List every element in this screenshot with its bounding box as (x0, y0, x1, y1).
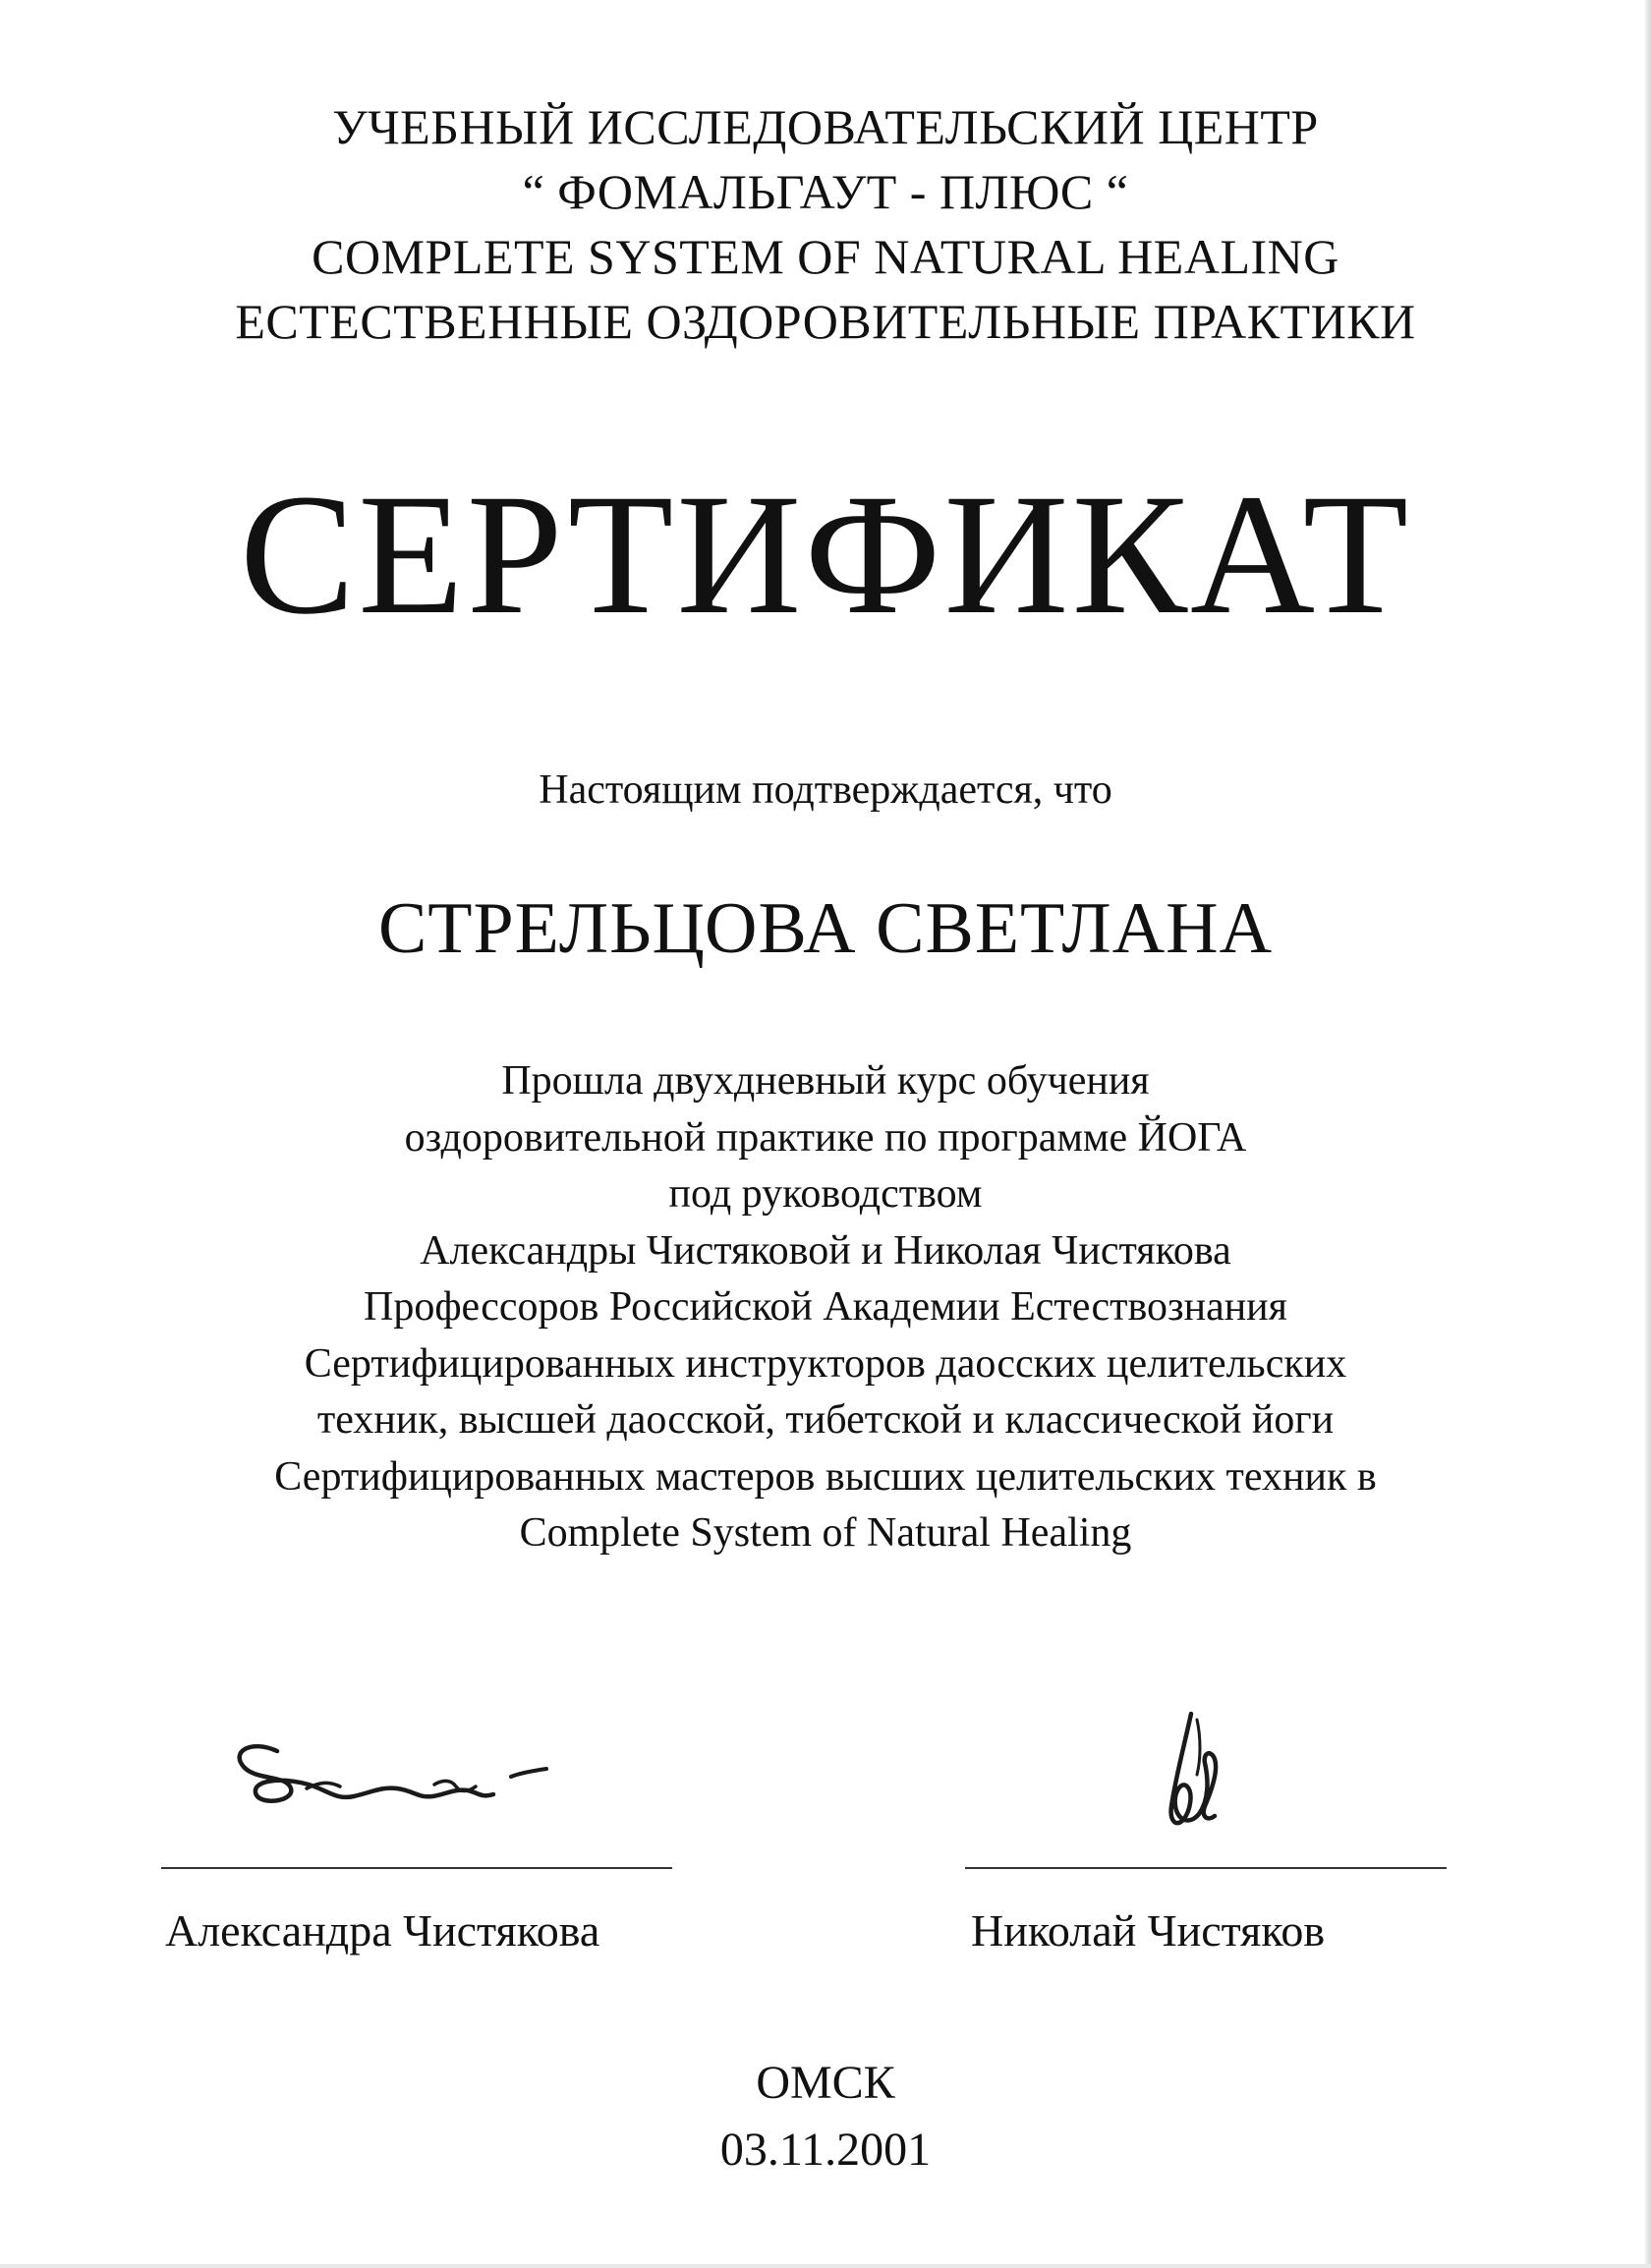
body-line: Complete System of Natural Healing (519, 1510, 1132, 1556)
header-line-center-name: УЧЕБНЫЙ ИССЛЕДОВАТЕЛЬСКИЙ ЦЕНТР (332, 99, 1319, 154)
header-line-center-title: “ ФОМАЛЬГАУТ - ПЛЮС “ (522, 164, 1129, 219)
handwritten-signature-icon (965, 1690, 1447, 1867)
organization-header (0, 94, 1651, 354)
header-line-system-name: COMPLETE SYSTEM OF NATURAL HEALING (312, 229, 1339, 284)
certificate-footer (0, 2050, 1651, 2183)
issue-city: ОМСК (756, 2057, 895, 2109)
recipient-name: СТРЕЛЬЦОВА СВЕТЛАНА (377, 888, 1274, 969)
signature-left (161, 1690, 672, 1869)
header-line-practices: ЕСТЕСТВЕННЫЕ ОЗДОРОВИТЕЛЬНЫЕ ПРАКТИКИ (235, 294, 1416, 349)
body-line: под руководством (668, 1171, 983, 1217)
body-line: Александры Чистяковой и Николая Чистякова (420, 1227, 1231, 1274)
intro-text: Настоящим подтверждается, что (539, 767, 1112, 813)
body-line: Сертифицированных инструкторов даосских целительских (304, 1340, 1347, 1387)
certificate-title: СЕРТИФИКАТ (239, 459, 1412, 651)
signature-right (965, 1690, 1447, 1869)
scan-edge (0, 2264, 1651, 2268)
handwritten-signature-icon (161, 1690, 672, 1867)
certificate-body (0, 1053, 1651, 1562)
body-line: техник, высшей даосской, тибетской и классической йоги (316, 1397, 1335, 1443)
signature-line (965, 1867, 1447, 1869)
body-line: Сертифицированных мастеров высших целительских техник в (274, 1453, 1377, 1500)
signatory-name-right: Николай Чистяков (971, 1905, 1326, 1956)
signature-line (161, 1867, 672, 1869)
body-line: Профессоров Российской Академии Естествознания (364, 1284, 1287, 1330)
issue-date: 03.11.2001 (719, 2124, 932, 2176)
body-line: Прошла двухдневный курс обучения (501, 1058, 1150, 1104)
signatory-name-left: Александра Чистякова (165, 1905, 600, 1956)
body-line: оздоровительной практике по программе ЙОГА (404, 1114, 1247, 1161)
